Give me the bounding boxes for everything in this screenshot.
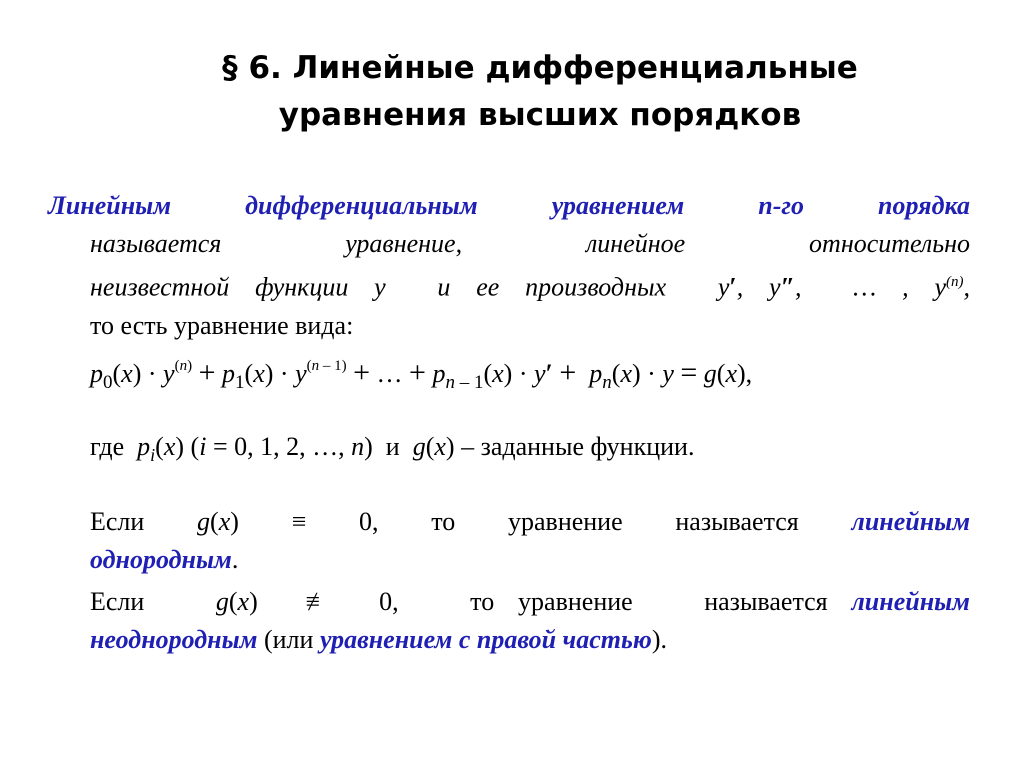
nonhomogeneous-paragraph bbox=[90, 583, 970, 659]
main-formula: $p_0(x) \cdot y^{(n)} + p_1(x) \cdot y^{(n - 1)}$ + … + $p_{n - 1}(x) \cdot y' + p_n(x) \cdot y = g(x)$, bbox=[90, 356, 753, 393]
paren-close: ). bbox=[651, 625, 668, 654]
definition-term: Линейным дифференциальным уравнением n-го порядка bbox=[48, 191, 970, 220]
paren-open: (или bbox=[263, 625, 314, 654]
slide-title bbox=[100, 45, 980, 139]
term-rhs: уравнением с правой частью bbox=[319, 625, 652, 654]
definition-paragraph bbox=[48, 187, 970, 345]
definition-line-2: называется уравнение, линейное относительно bbox=[90, 229, 970, 258]
homogeneous-paragraph bbox=[90, 503, 970, 579]
homogeneous-suffix: . bbox=[231, 545, 239, 574]
term-nonhomogeneous: неоднородным bbox=[90, 625, 258, 654]
nonhomogeneous-line-1: Если g(x) ≢ 0, то уравнение называется линейным bbox=[90, 587, 970, 616]
title-line-1: § 6. Линейные дифференциальные bbox=[222, 50, 858, 86]
term-linear: линейным bbox=[851, 507, 971, 536]
homogeneous-line-2 bbox=[90, 541, 970, 579]
term-linear-2: линейным bbox=[851, 587, 970, 616]
nonhomogeneous-line-2 bbox=[90, 621, 970, 659]
homogeneous-line-1: Если g(x) ≡ 0, то уравнение называется линейным bbox=[90, 507, 971, 536]
definition-line-3: неизвестной функции y и ее производных y′, y″, … , $y^{(n)}$, bbox=[90, 272, 971, 302]
definition-line-4: то есть уравнение вида: bbox=[90, 310, 354, 340]
term-homogeneous: однородным bbox=[90, 545, 232, 574]
where-line: где $p_i(x) (i = 0$, 1, 2, …, n) и g(x) – заданные функции. bbox=[90, 432, 695, 465]
title-line-2: уравнения высших порядков bbox=[278, 97, 802, 133]
